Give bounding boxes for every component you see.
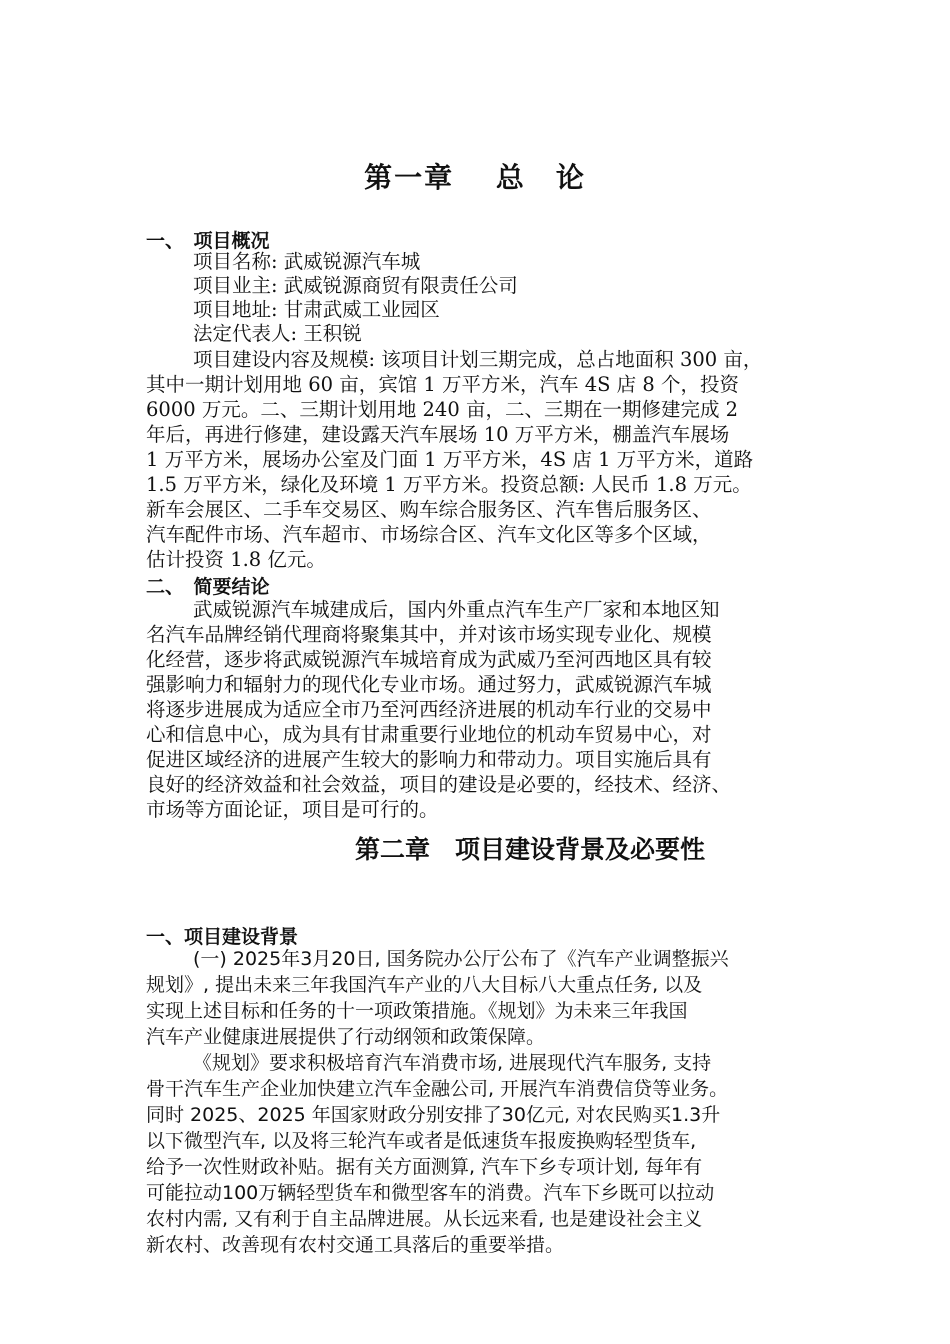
section-heading-conclusion: 二、 简要结论 [146, 576, 270, 598]
background-line: 以下微型汽车, 以及将三轮汽车或者是低速货车报废换购轻型货车, [146, 1130, 697, 1152]
conclusion-line: 名汽车品牌经销代理商将聚集其中，并对该市场实现专业化、规模 [146, 623, 712, 646]
background-line: 可能拉动100万辆轻型货车和微型客车的消费。汽车下乡既可以拉动 [146, 1182, 715, 1204]
scope-line: 项目建设内容及规模: 该项目计划三期完成，总占地面积 300 亩， [193, 348, 763, 371]
chapter-2-title: 第二章 项目建设背景及必要性 [354, 835, 705, 864]
background-line: 汽车产业健康进展提供了行动纲领和政策保障。 [146, 1026, 546, 1048]
scope-line: 汽车配件市场、汽车超市、市场综合区、汽车文化区等多个区域， [146, 523, 712, 546]
scope-line: 1 万平方米，展场办公室及门面 1 万平方米，4S 店 1 万平方米，道路 [146, 448, 754, 471]
background-line: 新农村、改善现有农村交通工具落后的重要举措。 [146, 1234, 565, 1256]
conclusion-line: 化经营，逐步将武威锐源汽车城培育成为武威乃至河西地区具有较 [146, 648, 712, 671]
conclusion-line: 武威锐源汽车城建成后，国内外重点汽车生产厂家和本地区知 [193, 598, 720, 621]
section-heading-project-overview: 一、 项目概况 [146, 230, 270, 252]
scope-line: 1.5 万平方米，绿化及环境 1 万平方米。投资总额: 人民币 1.8 万元。 [146, 473, 752, 496]
scope-line: 其中一期计划用地 60 亩，宾馆 1 万平方米，汽车 4S 店 8 个，投资 [146, 373, 739, 396]
project-owner: 项目业主: 武威锐源商贸有限责任公司 [193, 274, 518, 297]
scope-line: 估计投资 1.8 亿元。 [146, 548, 326, 571]
project-address: 项目地址: 甘肃武威工业园区 [193, 298, 440, 321]
scope-line: 6000 万元。二、三期计划用地 240 亩，二、三期在一期修建完成 2 [146, 398, 739, 421]
conclusion-line: 强影响力和辐射力的现代化专业市场。通过努力，武威锐源汽车城 [146, 673, 712, 696]
scope-line: 新车会展区、二手车交易区、购车综合服务区、汽车售后服务区、 [146, 498, 712, 521]
background-line: 《规划》要求积极培育汽车消费市场, 进展现代汽车服务, 支持 [193, 1052, 712, 1074]
background-line: 骨干汽车生产企业加快建立汽车金融公司, 开展汽车消费信贷等业务。 [146, 1078, 729, 1100]
conclusion-line: 将逐步进展成为适应全市乃至河西经济进展的机动车行业的交易中 [146, 698, 712, 721]
chapter-1-title: 第一章 总 论 [364, 161, 586, 194]
background-line: 同时 2025、2025 年国家财政分别安排了30亿元, 对农民购买1.3升 [146, 1104, 721, 1126]
background-line: 农村内需, 又有利于自主品牌进展。从长远来看, 也是建设社会主义 [146, 1208, 703, 1230]
scope-line: 年后，再进行修建，建设露天汽车展场 10 万平方米，棚盖汽车展场 [146, 423, 730, 446]
conclusion-line: 心和信息中心，成为具有甘肃重要行业地位的机动车贸易中心，对 [146, 723, 712, 746]
conclusion-line: 良好的经济效益和社会效益，项目的建设是必要的，经技术、经济、 [146, 773, 732, 796]
background-line: 实现上述目标和任务的十一项政策措施。《规划》为未来三年我国 [146, 1000, 688, 1022]
background-line: (一) 2025年3月20日, 国务院办公厅公布了《汽车产业调整振兴 [193, 948, 729, 970]
legal-representative: 法定代表人: 王积锐 [193, 322, 362, 345]
project-name: 项目名称: 武威锐源汽车城 [193, 250, 421, 273]
conclusion-line: 市场等方面论证，项目是可行的。 [146, 798, 439, 821]
background-line: 给予一次性财政补贴。据有关方面测算, 汽车下乡专项计划, 每年有 [146, 1156, 703, 1178]
conclusion-line: 促进区域经济的进展产生较大的影响力和带动力。项目实施后具有 [146, 748, 712, 771]
background-line: 规划》, 提出未来三年我国汽车产业的八大目标八大重点任务, 以及 [146, 974, 703, 996]
section-heading-background: 一、项目建设背景 [146, 926, 299, 948]
